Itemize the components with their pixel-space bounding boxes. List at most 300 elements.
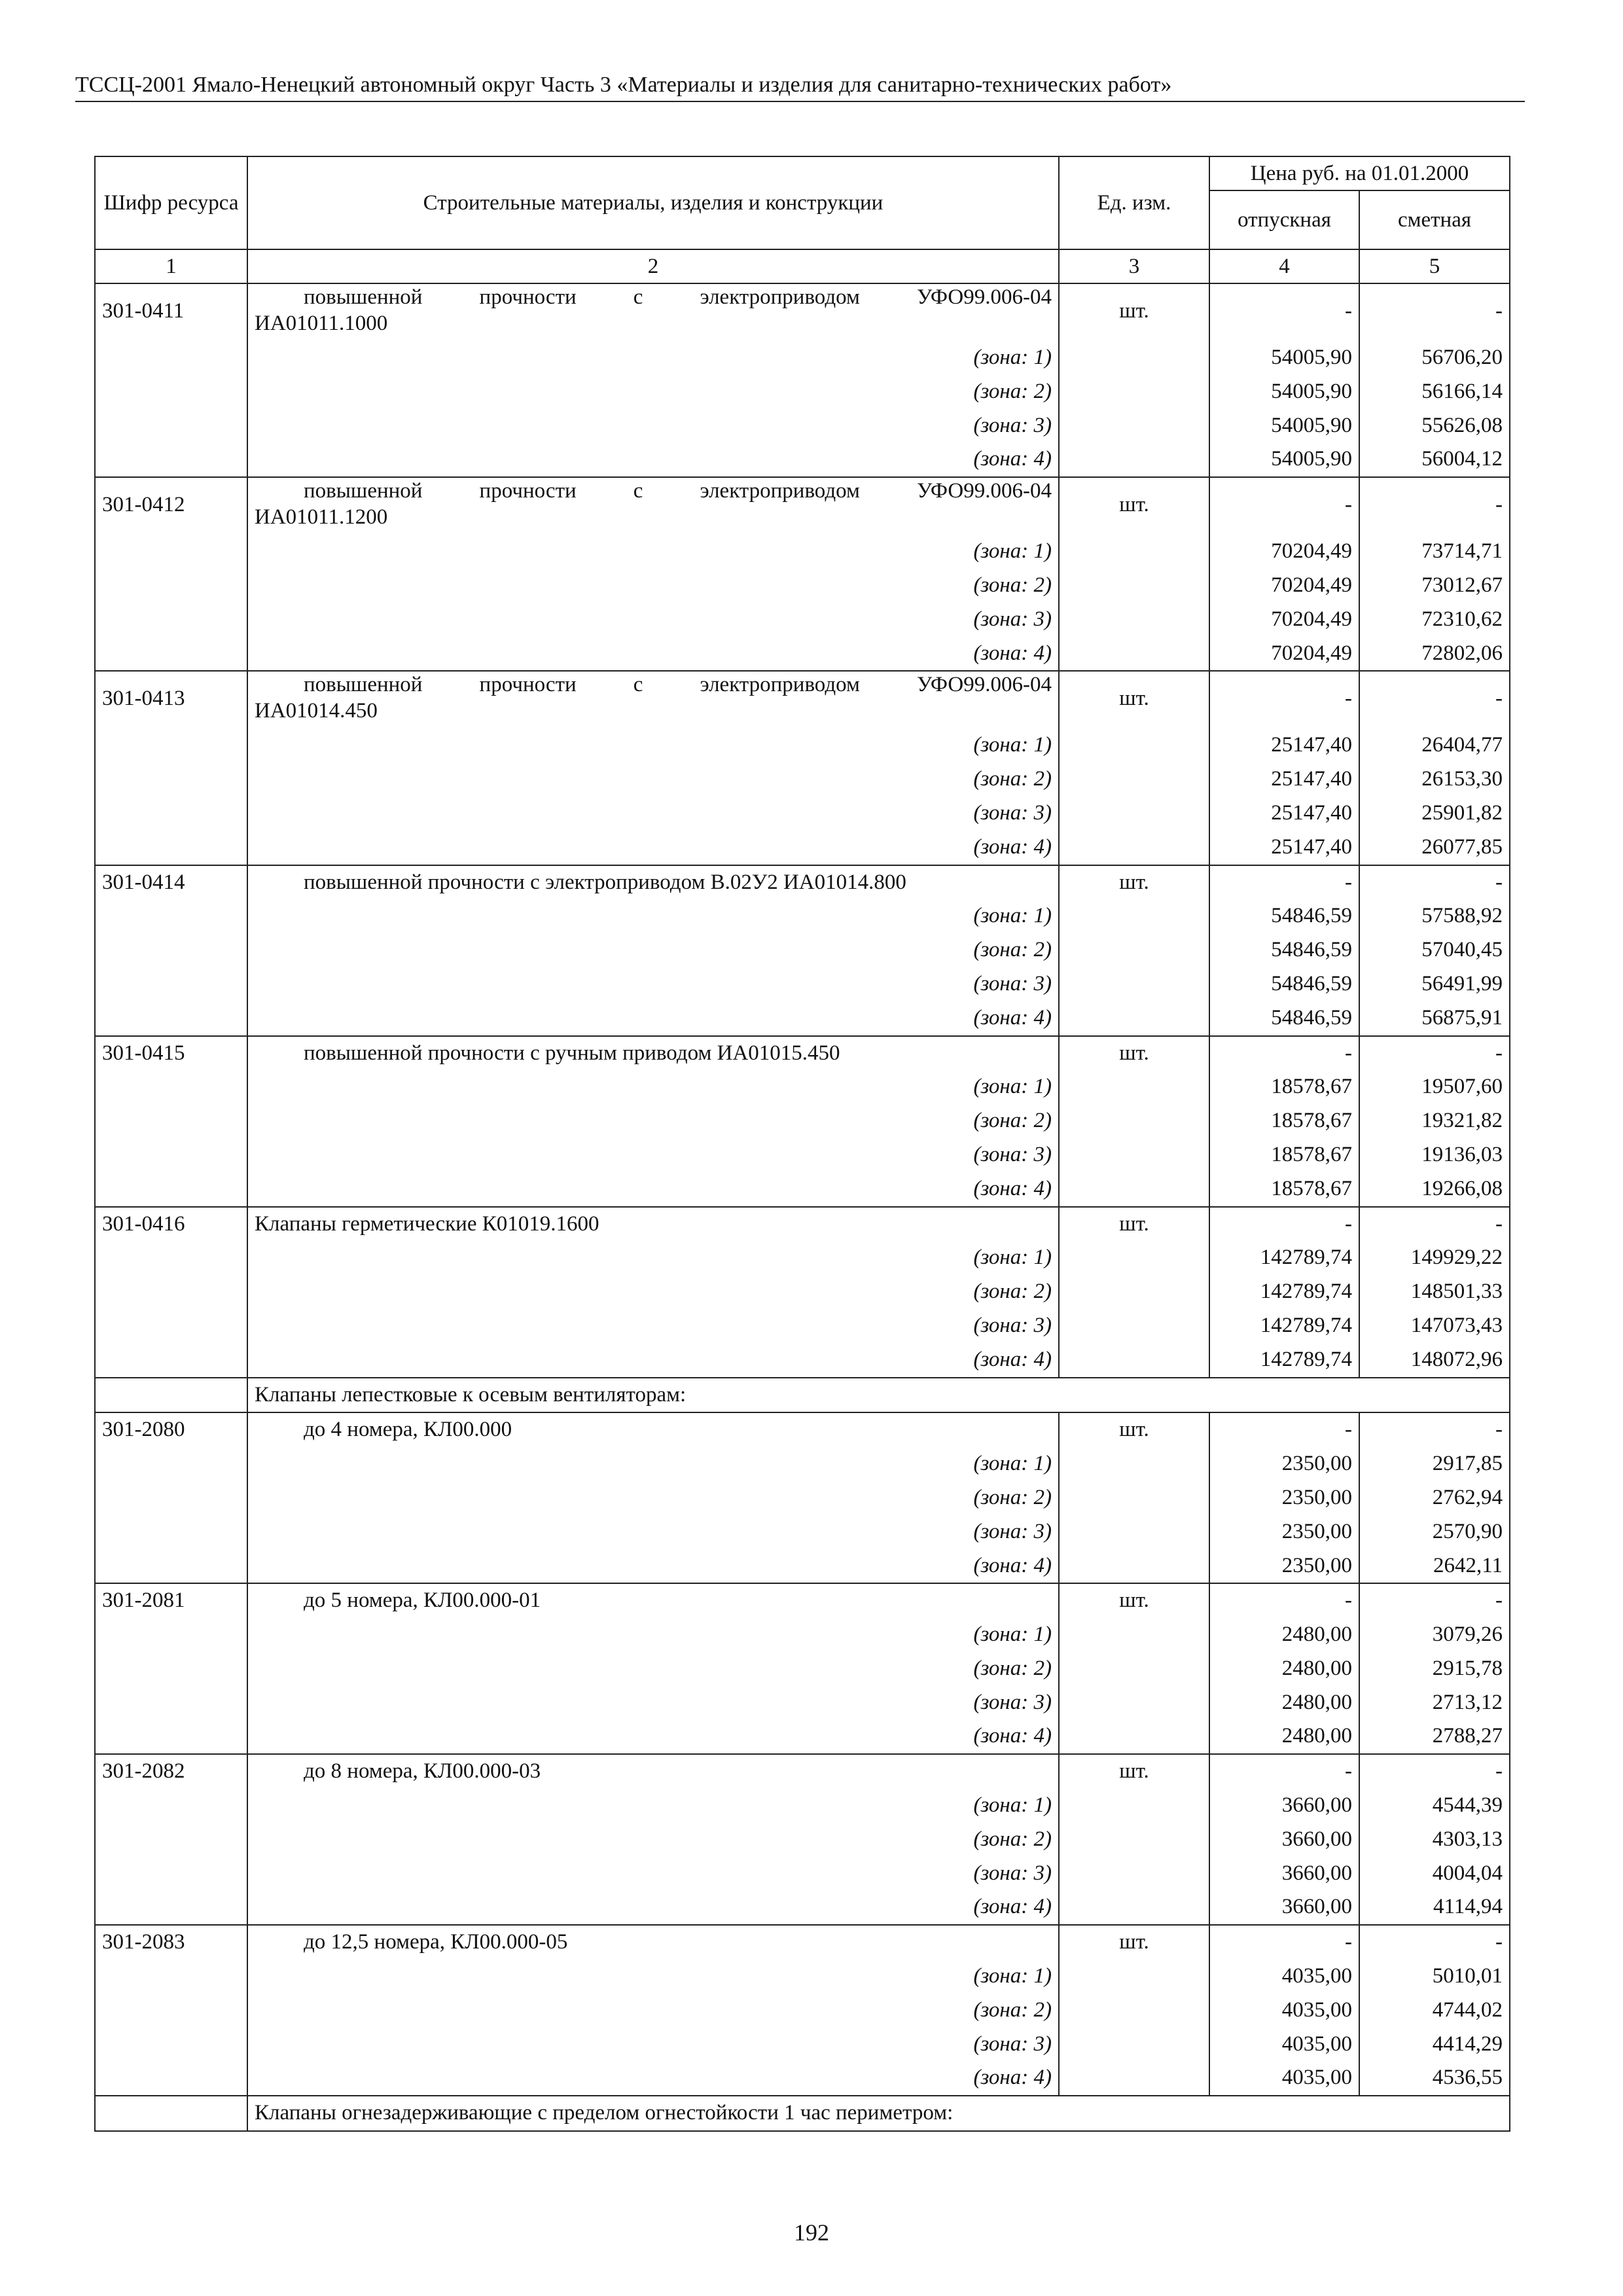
zone-label: (зона: 3) [247, 797, 1059, 831]
zone-label: (зона: 2) [247, 762, 1059, 797]
price-estimate: - [1359, 1925, 1510, 1960]
zone-label: (зона: 1) [247, 899, 1059, 933]
price-release: 4035,00 [1209, 2061, 1359, 2096]
zone-unit-cell [1059, 1960, 1209, 1994]
price-estimate: - [1359, 1412, 1510, 1447]
zone-code-cell [95, 1515, 247, 1549]
zone-row [95, 1241, 1510, 1275]
price-release: 18578,67 [1209, 1070, 1359, 1104]
zone-unit-cell [1059, 1890, 1209, 1925]
price-estimate: 4744,02 [1359, 1994, 1510, 2028]
price-release: 2480,00 [1209, 1719, 1359, 1754]
price-release: 142789,74 [1209, 1309, 1359, 1343]
zone-unit-cell [1059, 1172, 1209, 1207]
zone-row [95, 1823, 1510, 1857]
item-name-word: электроприводом [700, 673, 860, 697]
item-name-word: повышенной [304, 479, 423, 503]
zone-row [95, 637, 1510, 672]
zone-row [95, 1994, 1510, 2028]
resource-code: 301-2083 [95, 1925, 247, 1960]
zone-row [95, 797, 1510, 831]
price-release: 18578,67 [1209, 1138, 1359, 1172]
item-name-line1 [304, 478, 1052, 504]
zone-code-cell [95, 2028, 247, 2062]
zone-row [95, 341, 1510, 375]
zone-code-cell [95, 603, 247, 637]
zone-code-cell [95, 1719, 247, 1754]
zone-unit-cell [1059, 1275, 1209, 1309]
zone-code-cell [95, 535, 247, 569]
zone-code-cell [95, 375, 247, 409]
price-estimate: 149929,22 [1359, 1241, 1510, 1275]
price-estimate: - [1359, 865, 1510, 900]
zone-unit-cell [1059, 1857, 1209, 1891]
unit-cell: шт. [1059, 1925, 1209, 1960]
zone-row [95, 1857, 1510, 1891]
unit-cell: шт. [1059, 671, 1209, 728]
zone-row [95, 1481, 1510, 1515]
zone-label: (зона: 1) [247, 1070, 1059, 1104]
zone-label: (зона: 4) [247, 1890, 1059, 1925]
item-name-word: УФО99.006-04 [916, 479, 1052, 503]
price-estimate: 2570,90 [1359, 1515, 1510, 1549]
zone-label: (зона: 3) [247, 409, 1059, 443]
price-release: 25147,40 [1209, 797, 1359, 831]
item-name-word: электроприводом [700, 479, 860, 503]
zone-code-cell [95, 1447, 247, 1481]
zone-unit-cell [1059, 1104, 1209, 1138]
header-name: Строительные материалы, изделия и конструкции [247, 156, 1059, 249]
zone-label: (зона: 2) [247, 1104, 1059, 1138]
column-number: 1 [95, 249, 247, 283]
price-release: 54846,59 [1209, 899, 1359, 933]
column-number: 5 [1359, 249, 1510, 283]
zone-unit-cell [1059, 1789, 1209, 1823]
item-row [95, 1412, 1510, 1447]
zone-unit-cell [1059, 569, 1209, 603]
zone-unit-cell [1059, 831, 1209, 865]
price-table-body [95, 249, 1510, 2131]
zone-label: (зона: 3) [247, 1138, 1059, 1172]
resource-code: 301-0416 [95, 1207, 247, 1242]
zone-unit-cell [1059, 1001, 1209, 1036]
zone-code-cell [95, 933, 247, 967]
item-name-line1 [304, 672, 1052, 698]
zone-code-cell [95, 1994, 247, 2028]
item-name-word: повышенной [304, 673, 423, 697]
item-name: повышенной прочности с ручным приводом ИА01015.450 [247, 1036, 1059, 1071]
zone-row [95, 375, 1510, 409]
zone-row [95, 569, 1510, 603]
zone-row [95, 1890, 1510, 1925]
item-row [95, 671, 1510, 728]
price-release: 54846,59 [1209, 967, 1359, 1001]
unit-cell: шт. [1059, 1207, 1209, 1242]
item-name-word: УФО99.006-04 [916, 285, 1052, 309]
zone-label: (зона: 1) [247, 1960, 1059, 1994]
price-release: 54005,90 [1209, 341, 1359, 375]
price-estimate: 2915,78 [1359, 1652, 1510, 1686]
zone-code-cell [95, 2061, 247, 2096]
item-name-line1 [304, 284, 1052, 310]
zone-label: (зона: 2) [247, 1275, 1059, 1309]
item-name-word: повышенной [304, 285, 423, 309]
zone-unit-cell [1059, 637, 1209, 672]
zone-label: (зона: 2) [247, 569, 1059, 603]
price-release: 3660,00 [1209, 1823, 1359, 1857]
zone-label: (зона: 2) [247, 375, 1059, 409]
price-release: 4035,00 [1209, 1994, 1359, 2028]
item-row [95, 865, 1510, 900]
zone-code-cell [95, 899, 247, 933]
zone-row [95, 933, 1510, 967]
item-name [247, 283, 1059, 341]
price-release: 4035,00 [1209, 2028, 1359, 2062]
price-estimate: - [1359, 1036, 1510, 1071]
zone-label: (зона: 1) [247, 728, 1059, 762]
zone-label: (зона: 2) [247, 933, 1059, 967]
section-title: Клапаны огнезадерживающие с пределом огнестойкости 1 час периметром: [247, 2096, 1510, 2131]
zone-label: (зона: 4) [247, 2061, 1059, 2096]
price-estimate: 73714,71 [1359, 535, 1510, 569]
zone-code-cell [95, 1481, 247, 1515]
zone-row [95, 762, 1510, 797]
zone-row [95, 1719, 1510, 1754]
zone-label: (зона: 1) [247, 1241, 1059, 1275]
zone-row [95, 1070, 1510, 1104]
zone-label: (зона: 2) [247, 1652, 1059, 1686]
price-estimate: 5010,01 [1359, 1960, 1510, 1994]
zone-code-cell [95, 637, 247, 672]
price-estimate: 72802,06 [1359, 637, 1510, 672]
zone-label: (зона: 1) [247, 341, 1059, 375]
zone-row [95, 1343, 1510, 1378]
zone-label: (зона: 1) [247, 1447, 1059, 1481]
zone-label: (зона: 4) [247, 831, 1059, 865]
item-row [95, 1207, 1510, 1242]
price-release: - [1209, 1925, 1359, 1960]
zone-label: (зона: 3) [247, 2028, 1059, 2062]
price-release: 2350,00 [1209, 1515, 1359, 1549]
zone-unit-cell [1059, 1309, 1209, 1343]
zone-unit-cell [1059, 1686, 1209, 1720]
page-number: 192 [794, 2219, 829, 2246]
price-estimate: 57040,45 [1359, 933, 1510, 967]
item-name-line2: ИА01014.450 [255, 699, 378, 723]
resource-code: 301-2080 [95, 1412, 247, 1447]
column-number: 4 [1209, 249, 1359, 283]
item-row [95, 283, 1510, 341]
zone-row [95, 535, 1510, 569]
zone-unit-cell [1059, 967, 1209, 1001]
zone-code-cell [95, 1241, 247, 1275]
zone-unit-cell [1059, 603, 1209, 637]
zone-unit-cell [1059, 899, 1209, 933]
zone-code-cell [95, 1001, 247, 1036]
zone-label: (зона: 2) [247, 1481, 1059, 1515]
zone-code-cell [95, 1104, 247, 1138]
zone-row [95, 1652, 1510, 1686]
zone-label: (зона: 4) [247, 1549, 1059, 1584]
unit-cell: шт. [1059, 1036, 1209, 1071]
price-estimate: 73012,67 [1359, 569, 1510, 603]
price-estimate: 148501,33 [1359, 1275, 1510, 1309]
price-release: 54846,59 [1209, 1001, 1359, 1036]
price-estimate: 2762,94 [1359, 1481, 1510, 1515]
zone-row [95, 603, 1510, 637]
zone-label: (зона: 4) [247, 1343, 1059, 1378]
item-name-word: УФО99.006-04 [916, 673, 1052, 697]
zone-unit-cell [1059, 1241, 1209, 1275]
price-release: 4035,00 [1209, 1960, 1359, 1994]
column-numbers-row [95, 249, 1510, 283]
price-estimate: - [1359, 477, 1510, 535]
zone-row [95, 1138, 1510, 1172]
price-estimate: 26404,77 [1359, 728, 1510, 762]
item-name: Клапаны герметические К01019.1600 [247, 1207, 1059, 1242]
price-release: - [1209, 671, 1359, 728]
price-estimate: 57588,92 [1359, 899, 1510, 933]
zone-code-cell [95, 1823, 247, 1857]
price-estimate: 2642,11 [1359, 1549, 1510, 1584]
zone-unit-cell [1059, 1343, 1209, 1378]
price-estimate: 2788,27 [1359, 1719, 1510, 1754]
item-row [95, 1036, 1510, 1071]
header-price-group: Цена руб. на 01.01.2000 [1209, 156, 1510, 190]
column-number: 2 [247, 249, 1059, 283]
zone-code-cell [95, 1549, 247, 1584]
price-release: 25147,40 [1209, 831, 1359, 865]
price-estimate: - [1359, 283, 1510, 341]
zone-code-cell [95, 1618, 247, 1652]
item-row [95, 1583, 1510, 1618]
price-release: 142789,74 [1209, 1275, 1359, 1309]
price-release: 70204,49 [1209, 637, 1359, 672]
zone-row [95, 1172, 1510, 1207]
zone-label: (зона: 2) [247, 1823, 1059, 1857]
item-name-word: прочности [479, 673, 577, 697]
price-release: - [1209, 1583, 1359, 1618]
zone-unit-cell [1059, 341, 1209, 375]
price-release: 2480,00 [1209, 1618, 1359, 1652]
zone-unit-cell [1059, 1823, 1209, 1857]
price-estimate: 72310,62 [1359, 603, 1510, 637]
zone-unit-cell [1059, 1515, 1209, 1549]
price-estimate: 148072,96 [1359, 1343, 1510, 1378]
item-row [95, 477, 1510, 535]
zone-code-cell [95, 569, 247, 603]
zone-label: (зона: 4) [247, 1001, 1059, 1036]
zone-code-cell [95, 1138, 247, 1172]
unit-cell: шт. [1059, 1412, 1209, 1447]
price-estimate: 4536,55 [1359, 2061, 1510, 2096]
page-header: ТССЦ-2001 Ямало-Ненецкий автономный округ Часть 3 «Материалы и изделия для санитарно-технических работ» [75, 72, 1525, 102]
zone-unit-cell [1059, 535, 1209, 569]
zone-label: (зона: 3) [247, 1309, 1059, 1343]
section-row [95, 2096, 1510, 2131]
price-release: - [1209, 477, 1359, 535]
price-estimate: - [1359, 1754, 1510, 1789]
price-estimate: 4114,94 [1359, 1890, 1510, 1925]
price-estimate: - [1359, 1583, 1510, 1618]
header-price-estimate: сметная [1359, 190, 1510, 249]
zone-unit-cell [1059, 797, 1209, 831]
zone-row [95, 1789, 1510, 1823]
price-estimate: 4544,39 [1359, 1789, 1510, 1823]
price-estimate: 4414,29 [1359, 2028, 1510, 2062]
item-name-word: с [633, 479, 643, 503]
zone-row [95, 1104, 1510, 1138]
zone-row [95, 1447, 1510, 1481]
resource-code: 301-0412 [95, 477, 247, 535]
price-estimate: 19136,03 [1359, 1138, 1510, 1172]
zone-unit-cell [1059, 442, 1209, 477]
zone-unit-cell [1059, 2061, 1209, 2096]
price-release: 2480,00 [1209, 1652, 1359, 1686]
price-release: 70204,49 [1209, 603, 1359, 637]
item-name-word: прочности [479, 479, 577, 503]
zone-code-cell [95, 1309, 247, 1343]
zone-label: (зона: 3) [247, 1686, 1059, 1720]
item-name: до 4 номера, КЛ00.000 [247, 1412, 1059, 1447]
price-release: 2350,00 [1209, 1447, 1359, 1481]
price-release: 142789,74 [1209, 1343, 1359, 1378]
zone-label: (зона: 1) [247, 1618, 1059, 1652]
zone-row [95, 409, 1510, 443]
price-release: - [1209, 283, 1359, 341]
item-name-line2: ИА01011.1000 [255, 312, 388, 335]
zone-label: (зона: 2) [247, 1994, 1059, 2028]
section-row [95, 1378, 1510, 1413]
zone-row [95, 2061, 1510, 2096]
item-name [247, 671, 1059, 728]
zone-label: (зона: 3) [247, 603, 1059, 637]
zone-code-cell [95, 1890, 247, 1925]
zone-code-cell [95, 1172, 247, 1207]
price-release: 142789,74 [1209, 1241, 1359, 1275]
zone-code-cell [95, 1686, 247, 1720]
zone-row [95, 1001, 1510, 1036]
price-release: - [1209, 865, 1359, 900]
price-release: 25147,40 [1209, 728, 1359, 762]
zone-code-cell [95, 1652, 247, 1686]
price-estimate: 2917,85 [1359, 1447, 1510, 1481]
zone-label: (зона: 4) [247, 442, 1059, 477]
zone-code-cell [95, 1857, 247, 1891]
price-release: 3660,00 [1209, 1890, 1359, 1925]
zone-unit-cell [1059, 2028, 1209, 2062]
zone-unit-cell [1059, 1719, 1209, 1754]
price-estimate: 26077,85 [1359, 831, 1510, 865]
unit-cell: шт. [1059, 865, 1209, 900]
section-code-cell [95, 2096, 247, 2131]
zone-code-cell [95, 831, 247, 865]
price-release: 18578,67 [1209, 1172, 1359, 1207]
zone-row [95, 2028, 1510, 2062]
price-release: 2350,00 [1209, 1481, 1359, 1515]
item-name-line2: ИА01011.1200 [255, 505, 388, 529]
zone-code-cell [95, 1275, 247, 1309]
zone-unit-cell [1059, 1618, 1209, 1652]
price-estimate: 4303,13 [1359, 1823, 1510, 1857]
price-release: - [1209, 1036, 1359, 1071]
zone-row [95, 1515, 1510, 1549]
zone-code-cell [95, 762, 247, 797]
item-row [95, 1754, 1510, 1789]
item-name [247, 477, 1059, 535]
column-number: 3 [1059, 249, 1209, 283]
price-estimate: - [1359, 1207, 1510, 1242]
price-estimate: 56706,20 [1359, 341, 1510, 375]
zone-label: (зона: 4) [247, 1172, 1059, 1207]
zone-row [95, 728, 1510, 762]
price-release: 70204,49 [1209, 569, 1359, 603]
price-release: 54846,59 [1209, 933, 1359, 967]
zone-unit-cell [1059, 1652, 1209, 1686]
resource-code: 301-0414 [95, 865, 247, 900]
price-estimate: 2713,12 [1359, 1686, 1510, 1720]
zone-row [95, 1549, 1510, 1584]
zone-unit-cell [1059, 762, 1209, 797]
price-release: 18578,67 [1209, 1104, 1359, 1138]
price-estimate: 19321,82 [1359, 1104, 1510, 1138]
zone-label: (зона: 1) [247, 1789, 1059, 1823]
zone-unit-cell [1059, 375, 1209, 409]
zone-row [95, 899, 1510, 933]
zone-unit-cell [1059, 1447, 1209, 1481]
zone-row [95, 442, 1510, 477]
zone-row [95, 1618, 1510, 1652]
resource-code: 301-0413 [95, 671, 247, 728]
item-name: до 12,5 номера, КЛ00.000-05 [247, 1925, 1059, 1960]
section-title: Клапаны лепестковые к осевым вентиляторам: [247, 1378, 1510, 1413]
zone-unit-cell [1059, 728, 1209, 762]
price-release: 2350,00 [1209, 1549, 1359, 1584]
zone-unit-cell [1059, 1549, 1209, 1584]
zone-unit-cell [1059, 1138, 1209, 1172]
price-release: - [1209, 1207, 1359, 1242]
price-release: 25147,40 [1209, 762, 1359, 797]
price-estimate: 55626,08 [1359, 409, 1510, 443]
zone-row [95, 1686, 1510, 1720]
unit-cell: шт. [1059, 1754, 1209, 1789]
price-release: 70204,49 [1209, 535, 1359, 569]
item-name: до 5 номера, КЛ00.000-01 [247, 1583, 1059, 1618]
item-name-word: электроприводом [700, 285, 860, 309]
price-estimate: 19507,60 [1359, 1070, 1510, 1104]
price-estimate: 25901,82 [1359, 797, 1510, 831]
header-code: Шифр ресурса [95, 156, 247, 249]
price-release: 54005,90 [1209, 375, 1359, 409]
item-name-word: с [633, 285, 643, 309]
price-estimate: 56004,12 [1359, 442, 1510, 477]
item-name-word: с [633, 673, 643, 697]
item-row [95, 1925, 1510, 1960]
zone-label: (зона: 1) [247, 535, 1059, 569]
price-estimate: 56875,91 [1359, 1001, 1510, 1036]
zone-code-cell [95, 967, 247, 1001]
item-name: до 8 номера, КЛ00.000-03 [247, 1754, 1059, 1789]
zone-code-cell [95, 797, 247, 831]
zone-code-cell [95, 442, 247, 477]
zone-unit-cell [1059, 1070, 1209, 1104]
price-estimate: 147073,43 [1359, 1309, 1510, 1343]
price-release: 3660,00 [1209, 1857, 1359, 1891]
resource-code: 301-0415 [95, 1036, 247, 1071]
header-price-release: отпускная [1209, 190, 1359, 249]
zone-label: (зона: 4) [247, 1719, 1059, 1754]
resource-code: 301-0411 [95, 283, 247, 341]
